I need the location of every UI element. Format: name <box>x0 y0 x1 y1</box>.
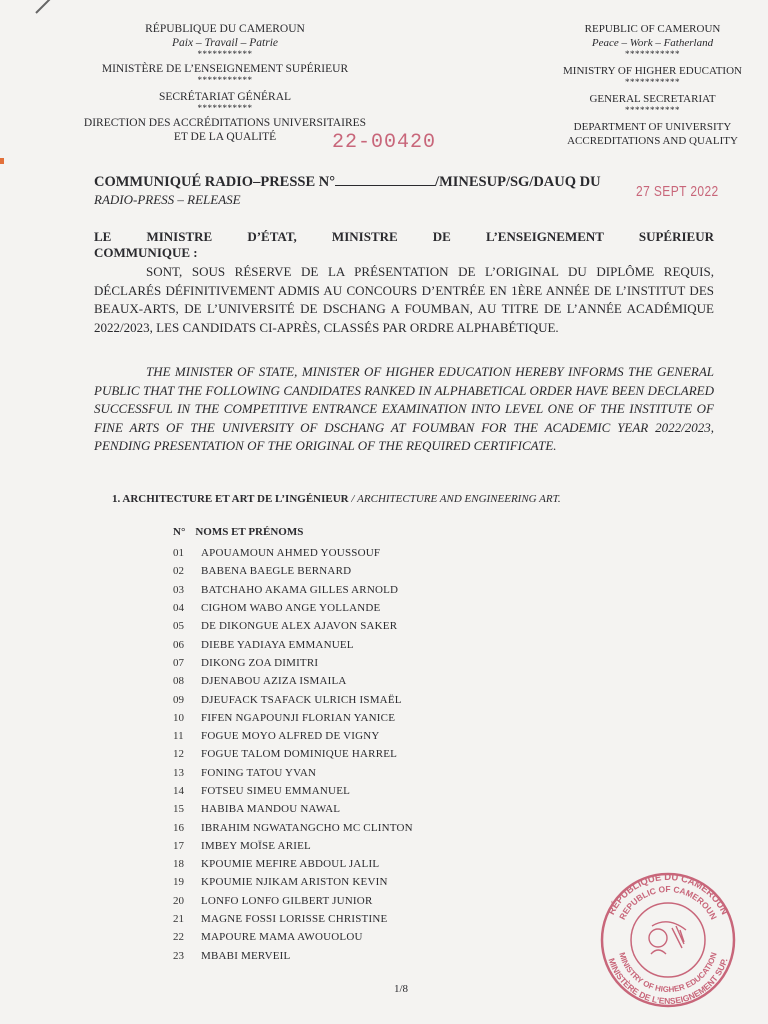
col-num-header: N° <box>173 526 186 538</box>
stars-divider: *********** <box>197 103 253 113</box>
list-item <box>173 672 413 690</box>
candidate-number: 12 <box>173 748 184 761</box>
candidate-number: 05 <box>173 620 184 633</box>
candidate-number: 20 <box>173 894 184 907</box>
candidate-number: 13 <box>173 766 184 779</box>
list-item <box>173 910 413 928</box>
motto-fr: Paix – Travail – Patrie <box>171 37 279 49</box>
seal-text-inner-top: REPUBLIC OF CAMEROUN <box>617 883 719 922</box>
candidate-name: MAPOURE MAMA AWOUOLOU <box>201 931 363 944</box>
department-en-line1: DEPARTMENT OF UNIVERSITY <box>573 121 732 133</box>
candidate-name: DIEBE YADIAYA EMMANUEL <box>201 638 354 651</box>
seal-text-outer-bottom: MINISTÈRE DE L’ENSEIGNEMENT SUP. <box>606 956 730 1007</box>
section-number: 1. <box>112 493 121 505</box>
scan-mark <box>35 0 56 14</box>
candidate-name: HABIBA MANDOU NAWAL <box>201 803 341 816</box>
stars-divider: *********** <box>197 49 253 59</box>
direction-fr-line2: ET DE LA QUALITÉ <box>173 131 277 143</box>
candidate-name: DIKONG ZOA DIMITRI <box>201 656 319 669</box>
official-seal <box>596 868 740 1008</box>
header-right <box>540 22 765 148</box>
reference-number-stamp: 22-00420 <box>332 131 437 154</box>
seal-text-outer-top: RÉPUBLIQUE DU CAMEROUN <box>606 871 730 917</box>
lead-line1: LE MINISTRE D’ÉTAT, MINISTRE DE L’ENSEIGNEMENT SUPÉRIEUR <box>94 229 714 244</box>
paragraph-english: THE MINISTER OF STATE, MINISTER OF HIGHER EDUCATION HEREBY INFORMS THE GENERAL PUBLIC THAT THE FOLLOWING CANDIDATES RANKED IN ALPHABETICAL ORDER HAVE BEEN DECLARED SUCCESSFUL IN THE COMPETITIVE ENTRANCE EXAMINATION INTO LEVEL ONE OF THE INSTITUTE OF FINE ARTS OF THE UNIVERSITY OF DSCHANG AT FOUMBAN FOR THE ACADEMIC YEAR 2022/2023, PENDING PRESENTATION OF THE ORIGINAL OF THE REQUIRED CERTIFICATE. <box>94 364 714 453</box>
candidate-name: IBRAHIM NGWATANGCHO MC CLINTON <box>201 821 413 834</box>
section-title-fr: ARCHITECTURE ET ART DE L’INGÉNIEUR <box>122 493 349 505</box>
secretariat-fr: SECRÉTARIAT GÉNÉRAL <box>158 91 292 103</box>
candidate-number: 21 <box>173 913 184 926</box>
list-item <box>173 892 413 910</box>
candidate-number: 06 <box>173 638 184 651</box>
candidate-name: DJENABOU AZIZA ISMAILA <box>201 675 347 688</box>
candidate-name: MBABI MERVEIL <box>201 949 291 962</box>
list-item <box>173 562 413 580</box>
candidate-name: BABENA BAEGLE BERNARD <box>201 565 352 578</box>
department-en-line2: ACCREDITATIONS AND QUALITY <box>567 135 738 147</box>
title-part1: COMMUNIQUÉ RADIO–PRESSE N° <box>94 174 336 190</box>
candidate-number: 23 <box>173 949 184 962</box>
list-item <box>173 654 413 672</box>
candidate-number: 15 <box>173 803 184 816</box>
list-item <box>173 581 413 599</box>
candidate-number: 19 <box>173 876 184 889</box>
direction-fr-line1: DIRECTION DES ACCRÉDITATIONS UNIVERSITAIRES <box>83 117 367 129</box>
seal-emblem-icon <box>649 922 686 954</box>
candidate-number: 22 <box>173 931 184 944</box>
section-title-en: ARCHITECTURE AND ENGINEERING ART. <box>357 493 561 505</box>
communique-title <box>94 173 601 191</box>
list-item <box>173 782 413 800</box>
page-number: 1/8 <box>394 983 409 995</box>
country-en: REPUBLIC OF CAMEROUN <box>584 23 721 35</box>
list-item <box>173 837 413 855</box>
list-item <box>173 617 413 635</box>
reference-blank <box>335 173 435 186</box>
candidate-number: 07 <box>173 656 184 669</box>
list-item <box>173 873 413 891</box>
candidate-name: FOGUE MOYO ALFRED DE VIGNY <box>201 730 380 743</box>
scan-mark-orange <box>0 158 4 164</box>
candidate-name: DJEUFACK TSAFACK ULRICH ISMAËL <box>201 693 402 706</box>
list-header <box>173 526 413 544</box>
candidate-name: KPOUMIE NJIKAM ARISTON KEVIN <box>201 876 388 889</box>
section-heading <box>112 493 561 505</box>
candidate-number: 04 <box>173 602 184 615</box>
country-fr: RÉPUBLIQUE DU CAMEROUN <box>145 23 305 35</box>
candidate-number: 08 <box>173 675 184 688</box>
list-item <box>173 800 413 818</box>
candidate-number: 02 <box>173 565 184 578</box>
candidate-name: LONFO LONFO GILBERT JUNIOR <box>201 894 373 907</box>
list-item <box>173 928 413 946</box>
candidate-name: FIFEN NGAPOUNJI FLORIAN YANICE <box>201 711 396 724</box>
ministry-en: MINISTRY OF HIGHER EDUCATION <box>563 65 742 77</box>
paragraph-french: SONT, SOUS RÉSERVE DE LA PRÉSENTATION DE L’ORIGINAL DU DIPLÔME REQUIS, DÉCLARÉS DÉFINITIVEMENT ADMIS AU CONCOURS D’ENTRÉE EN 1ÈRE ANNÉE DE L’INSTITUT DES BEAUX-ARTS, DE L’UNIVERSITÉ DE DSCHANG A FOUMBAN, AU TITRE DE L’ANNÉE ACADÉMIQUE 2022/2023, LES CANDIDATS CI-APRÈS, CLASSÉS PAR ORDRE ALPHABÉTIQUE. <box>94 264 714 335</box>
candidate-name: MAGNE FOSSI LORISSE CHRISTINE <box>201 913 388 926</box>
list-item <box>173 690 413 708</box>
candidate-name: KPOUMIE MEFIRE ABDOUL JALIL <box>201 858 380 871</box>
list-item <box>173 727 413 745</box>
header-left <box>70 22 380 144</box>
date-stamp: 27 SEPT 2022 <box>636 183 719 200</box>
motto-en: Peace – Work – Fatherland <box>591 37 714 49</box>
seal-inner-ring <box>631 903 705 977</box>
stars-divider: *********** <box>625 49 680 59</box>
candidate-number: 14 <box>173 785 184 797</box>
list-item <box>173 947 413 965</box>
secretariat-en: GENERAL SECRETARIAT <box>589 93 716 105</box>
col-names-header: NOMS ET PRÉNOMS <box>195 526 304 538</box>
list-item <box>173 709 413 727</box>
candidate-list <box>173 526 413 965</box>
title-part2: /MINESUP/SG/DAUQ DU <box>435 174 601 190</box>
candidate-number: 18 <box>173 858 184 871</box>
candidate-number: 11 <box>173 730 184 743</box>
candidate-name: IMBEY MOÏSE ARIEL <box>201 839 311 852</box>
list-item <box>173 764 413 782</box>
list-item <box>173 818 413 836</box>
candidate-name: APOUAMOUN AHMED YOUSSOUF <box>201 547 381 560</box>
candidate-name: FONING TATOU YVAN <box>201 766 317 779</box>
communique-subtitle: RADIO-PRESS – RELEASE <box>94 192 241 207</box>
stars-divider: *********** <box>197 75 253 85</box>
candidate-name: FOGUE TALOM DOMINIQUE HARREL <box>201 748 398 761</box>
candidate-number: 09 <box>173 693 184 706</box>
list-item <box>173 855 413 873</box>
section-separator: / <box>351 493 355 505</box>
stars-divider: *********** <box>625 105 680 115</box>
list-item <box>173 745 413 763</box>
list-item <box>173 599 413 617</box>
candidate-number: 10 <box>173 711 184 724</box>
candidate-name: CIGHOM WABO ANGE YOLLANDE <box>201 602 381 615</box>
candidate-number: 01 <box>173 547 184 560</box>
seal-text-inner-bottom: MINISTRY OF HIGHER EDUCATION <box>617 951 719 995</box>
candidate-number: 17 <box>173 839 184 852</box>
lead-line2: COMMUNIQUE : <box>94 245 198 260</box>
candidate-name: BATCHAHO AKAMA GILLES ARNOLD <box>201 583 399 596</box>
ministry-fr: MINISTÈRE DE L’ENSEIGNEMENT SUPÉRIEUR <box>101 63 349 75</box>
list-item <box>173 635 413 653</box>
candidate-number: 16 <box>173 821 184 834</box>
candidate-number: 03 <box>173 583 184 596</box>
stars-divider: *********** <box>625 77 680 87</box>
candidate-name: FOTSEU SIMEU EMMANUEL <box>201 785 351 797</box>
candidate-name: DE DIKONGUE ALEX AJAVON SAKER <box>201 620 398 633</box>
list-item <box>173 544 413 562</box>
